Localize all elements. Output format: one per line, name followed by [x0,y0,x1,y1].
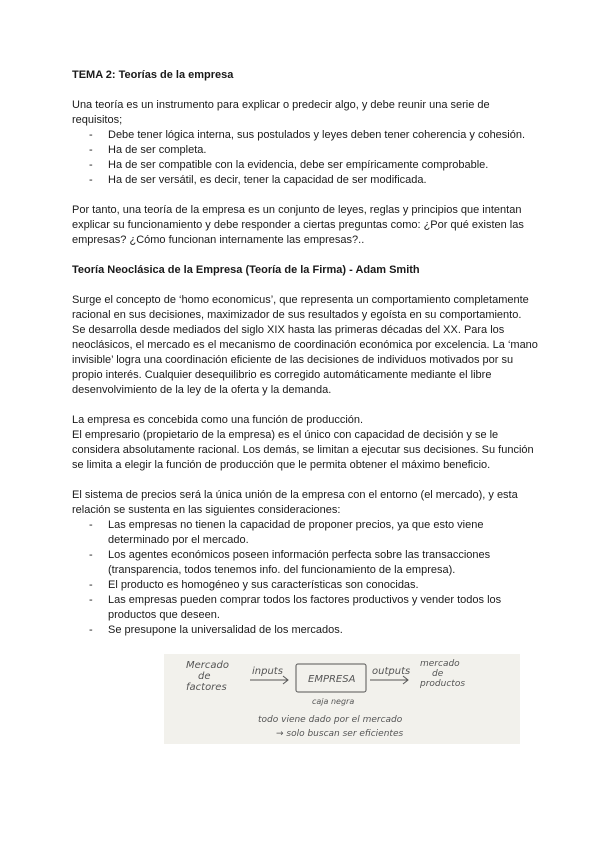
left-label-line1: Mercado [186,660,229,671]
list-item: - Ha de ser versátil, es decir, tener la capacidad de ser modificada. [108,173,540,188]
list-item: - Ha de ser completa. [108,143,540,158]
note-line2: → solo buscan ser eficientes [276,729,404,739]
right-label-line2: de [432,669,444,679]
section-title-neoclassical: Teoría Neoclásica de la Empresa (Teoría de la Firma) - Adam Smith [72,264,420,276]
note-line1: todo viene dado por el mercado [258,715,403,725]
empresa-label: EMPRESA [308,674,356,685]
homo-economicus-paragraph: Surge el concepto de ‘homo economicus’, que representa un comportamiento completamente racional en sus decisiones, maximizador de sus resultados y egoísta en su comportamiento. [72,294,529,321]
price-system-paragraph: El sistema de precios será la única unión de la empresa con el entorno (el mercado), y esta relación se sustenta en las siguientes consideraciones: [72,489,518,516]
right-label-line3: productos [420,679,466,689]
list-item: - Debe tener lógica interna, sus postulados y leyes deben tener coherencia y cohesión. [108,128,540,143]
right-label-line1: mercado [420,659,460,669]
requirements-list [72,128,540,188]
left-label-line3: factores [186,682,227,693]
list-item: - Los agentes económicos poseen información perfecta sobre las transacciones (transparencia, todos tenemos info. del funcionamiento de la empresa). [108,548,540,578]
entrepreneur-paragraph: El empresario (propietario de la empresa) es el único con capacidad de decisión y se le considera absolutamente racional. Los demás, se limitan a ejecutar sus decisiones. Su función se limita a elegir la función de producción que le permita obtener el máximo beneficio. [72,429,534,471]
list-item: - Las empresas pueden comprar todos los factores productivos y vender todos los productos que deseen. [108,593,540,623]
production-function-paragraph: La empresa es concebida como una función de producción. [72,414,364,426]
list-item: - Se presupone la universalidad de los mercados. [108,623,540,638]
diagram-drawing [164,654,520,744]
conclusion-paragraph: Por tanto, una teoría de la empresa es un conjunto de leyes, reglas y principios que intentan explicar su funcionamiento y debe responder a ciertas preguntas como: ¿Por qué existen las empresas? ¿Cómo funcionan internamente las empresas?.. [72,204,524,246]
list-item: - Las empresas no tienen la capacidad de proponer precios, ya que esto viene determinado por el mercado. [108,518,540,548]
outputs-label: outputs [372,666,411,677]
history-paragraph: Se desarrolla desde mediados del siglo XIX hasta las primeras décadas del XX. Para los neoclásicos, el mercado es el mecanismo de coordinación económica por excelencia. La ‘mano invisible’ logra una coordinación eficiente de las decisiones de individuos motivados por su propio interés. Cualquier desequilibrio es corregido automáticamente mediante el libre desenvolvimiento de la ley de la oferta y la demanda. [72,324,538,396]
black-box-label: caja negra [312,697,355,706]
handwritten-diagram [164,654,520,744]
section-title-theories: TEMA 2: Teorías de la empresa [72,69,234,81]
list-item: - El producto es homogéneo y sus características son conocidas. [108,578,540,593]
considerations-list [72,518,540,638]
list-item: - Ha de ser compatible con la evidencia, debe ser empíricamente comprobable. [108,158,540,173]
left-label-line2: de [198,671,211,682]
inputs-label: inputs [252,666,283,677]
intro-paragraph: Una teoría es un instrumento para explicar o predecir algo, y debe reunir una serie de requisitos; [72,99,490,126]
